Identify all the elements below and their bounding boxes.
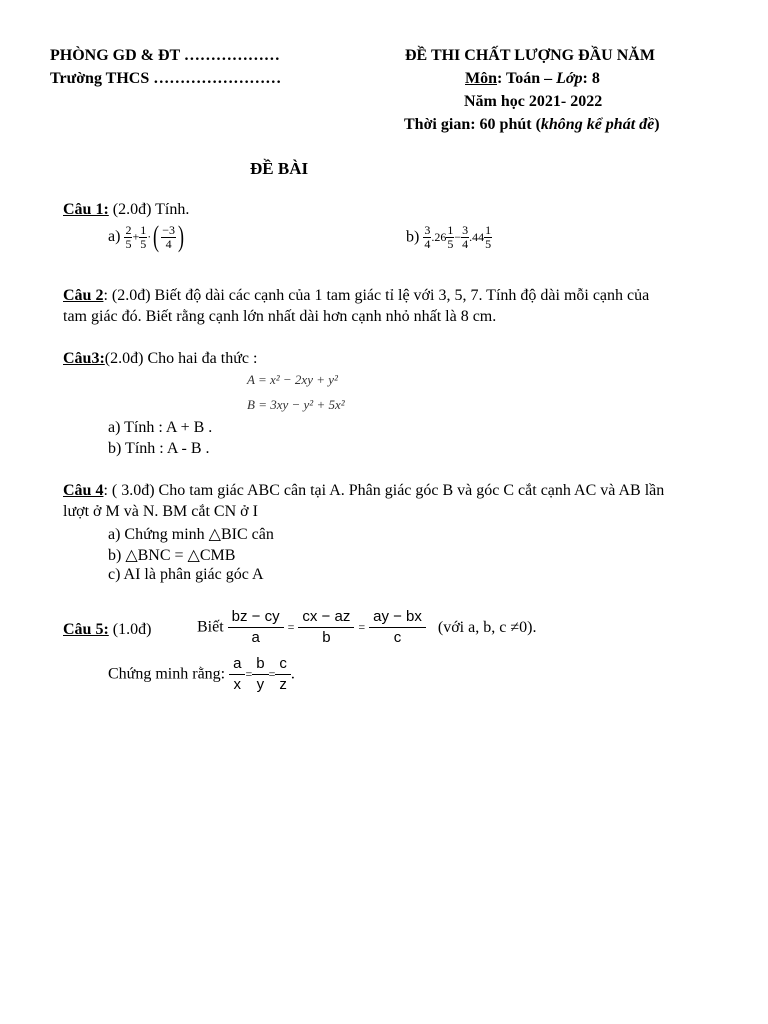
- time-note: không kể phát đề: [540, 116, 655, 133]
- question-2-label: Câu 2: [63, 287, 104, 304]
- question-4-line-1: [63, 482, 664, 500]
- question-2-line-1: [63, 287, 649, 305]
- given-fraction-1: $\frac{bz - cy}{a}$: [228, 607, 284, 648]
- q1a-fraction-1: $\frac{2}{5}$: [125, 222, 132, 251]
- condition-text: (với a, b, c ≠0).: [437, 618, 537, 636]
- subject-line: [465, 70, 600, 88]
- q1a-dot: ·: [147, 229, 152, 244]
- q1a-fraction-3: $\frac{-3}{4}$: [162, 222, 175, 251]
- q1b-minus: −: [454, 230, 462, 244]
- question-2-line-2: tam giác đó. Biết rằng cạnh lớn nhất dài hơn cạnh nhỏ nhất là 8 cm.: [63, 308, 497, 325]
- subject-value: : Toán –: [497, 70, 557, 87]
- grade-value: : 8: [582, 70, 600, 87]
- right-paren: ): [178, 220, 184, 253]
- polynomial-b: B = 3xy − y² + 5x²: [247, 397, 345, 412]
- prove-fraction-1: $\frac{a}{x}$: [229, 654, 245, 695]
- question-4-label: Câu 4: [63, 482, 104, 499]
- question-3a: a) Tính : A + B .: [108, 419, 213, 436]
- question-3b: b) Tính : A - B .: [108, 440, 210, 457]
- q1b-term-2: .44: [469, 230, 485, 244]
- prove-fraction-2: $\frac{b}{y}$: [252, 654, 268, 695]
- grade-label: Lớp: [556, 70, 583, 87]
- q1b-term-1: .26: [431, 230, 447, 244]
- question-4-line-2: lượt ở M và N. BM cắt CN ở I: [63, 503, 258, 520]
- school-year: Năm học 2021- 2022: [464, 93, 603, 110]
- question-4a: a) Chứng minh △BIC cân: [108, 526, 274, 543]
- time-line: [404, 116, 660, 134]
- q1a-plus: +: [132, 229, 140, 244]
- question-3-heading: [63, 350, 257, 368]
- prove-equals-2: =: [268, 667, 276, 681]
- department-line: PHÒNG GD & ĐT ………………: [50, 47, 280, 64]
- question-5-line-1: [63, 609, 151, 651]
- q1b-mixed-1: $\frac{1}{5}$: [447, 223, 454, 251]
- question-1-label: Câu 1:: [63, 201, 109, 218]
- exam-title: ĐỀ THI CHẤT LƯỢNG ĐẦU NĂM: [405, 47, 655, 64]
- equals-1: =: [287, 620, 295, 634]
- question-5-prove: [108, 654, 295, 695]
- q1a-label: a): [108, 228, 121, 245]
- prove-text: Chứng minh rằng:: [108, 665, 226, 683]
- page-title: ĐỀ BÀI: [250, 159, 309, 178]
- given-fraction-2: $\frac{cx - az}{b}$: [298, 607, 354, 648]
- q1b-label: b): [406, 228, 420, 246]
- q1b-mixed-2: $\frac{1}{5}$: [485, 223, 492, 251]
- question-1b: [406, 224, 492, 251]
- prove-end: .: [290, 665, 295, 683]
- question-5-label: Câu 5:: [63, 621, 109, 638]
- given-text: Biết: [197, 618, 224, 636]
- question-4-text-1: : ( 3.0đ) Cho tam giác ABC cân tại A. Phân giác góc B và góc C cắt cạnh AC và AB lần: [103, 482, 665, 499]
- prove-fraction-3: $\frac{c}{z}$: [275, 654, 291, 695]
- question-3-label: Câu3:: [63, 350, 105, 367]
- question-5-points: (1.0đ): [108, 621, 152, 638]
- subject-label: Môn: [465, 70, 497, 87]
- prove-equals-1: =: [245, 667, 253, 681]
- equals-2: =: [358, 620, 366, 634]
- question-2-text-1: : (2.0đ) Biết độ dài các cạnh của 1 tam giác tỉ lệ với 3, 5, 7. Tính độ dài mỗi cạnh của: [103, 287, 650, 304]
- q1b-fraction-2: $\frac{3}{4}$: [462, 223, 469, 251]
- q1a-fraction-2: $\frac{1}{5}$: [140, 222, 147, 251]
- time-close: ): [654, 116, 660, 133]
- question-1-heading: [63, 201, 189, 219]
- left-paren: (: [153, 220, 160, 253]
- given-fraction-3: $\frac{ay - bx}{c}$: [369, 607, 426, 648]
- question-3-intro: (2.0đ) Cho hai đa thức :: [104, 350, 258, 367]
- question-4b: b) △BNC = △CMB: [108, 547, 236, 564]
- polynomial-a: A = x² − 2xy + y²: [247, 372, 338, 387]
- question-1-points: (2.0đ) Tính.: [108, 201, 190, 218]
- school-line: Trường THCS ……………………: [50, 70, 282, 87]
- question-4c: c) AI là phân giác góc A: [108, 566, 264, 583]
- question-1a: [108, 222, 186, 252]
- time-text: Thời gian: 60 phút (: [404, 116, 541, 133]
- q1b-fraction-1: $\frac{3}{4}$: [424, 223, 431, 251]
- question-5-given: [197, 607, 536, 648]
